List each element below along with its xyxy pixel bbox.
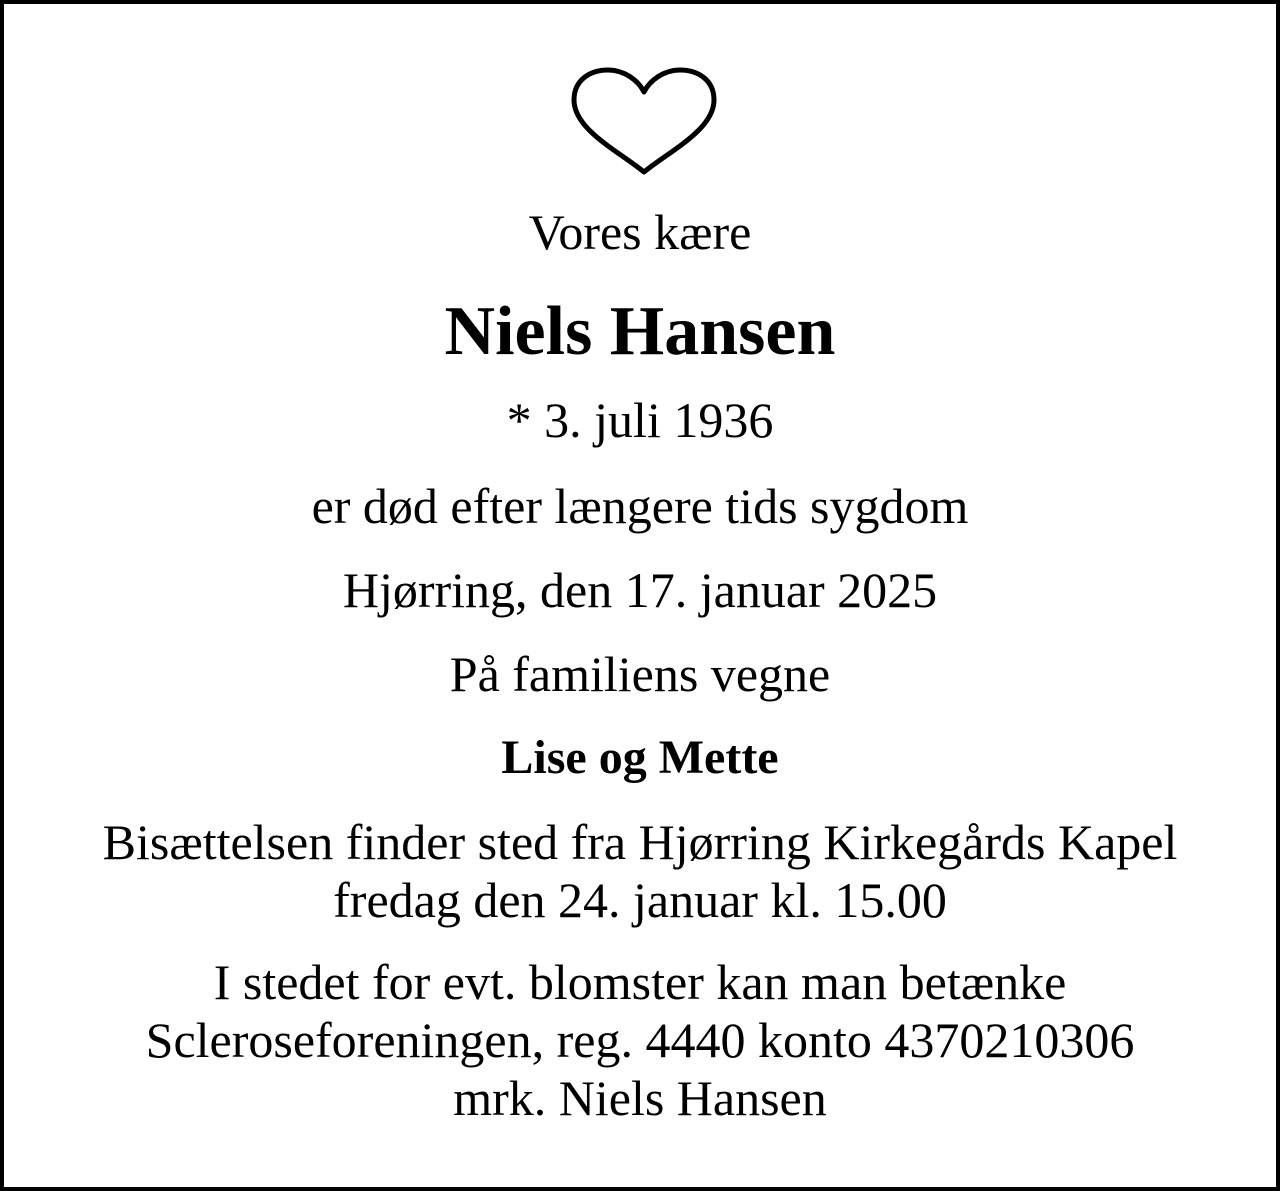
- donation-line-2: Scleroseforeningen, reg. 4440 konto 4370210306: [145, 1012, 1135, 1068]
- birth-date: * 3. juli 1936: [506, 392, 774, 448]
- heart-icon: [568, 66, 720, 176]
- intro-text: Vores kære: [528, 204, 752, 260]
- donation-line-1: I stedet for evt. blomster kan man betænke: [213, 954, 1067, 1010]
- cause-text: er død efter længere tids sygdom: [311, 478, 969, 534]
- funeral-line-2: fredag den 24. januar kl. 15.00: [333, 872, 947, 928]
- on-behalf-text: På familiens vegne: [449, 646, 831, 702]
- funeral-line-1: Bisættelsen finder sted fra Hjørring Kirkegårds Kapel: [102, 814, 1178, 870]
- signatories: Lise og Mette: [501, 731, 779, 784]
- deceased-name: Niels Hansen: [444, 293, 836, 370]
- place-date: Hjørring, den 17. januar 2025: [342, 562, 938, 618]
- donation-line-3: mrk. Niels Hansen: [453, 1070, 827, 1126]
